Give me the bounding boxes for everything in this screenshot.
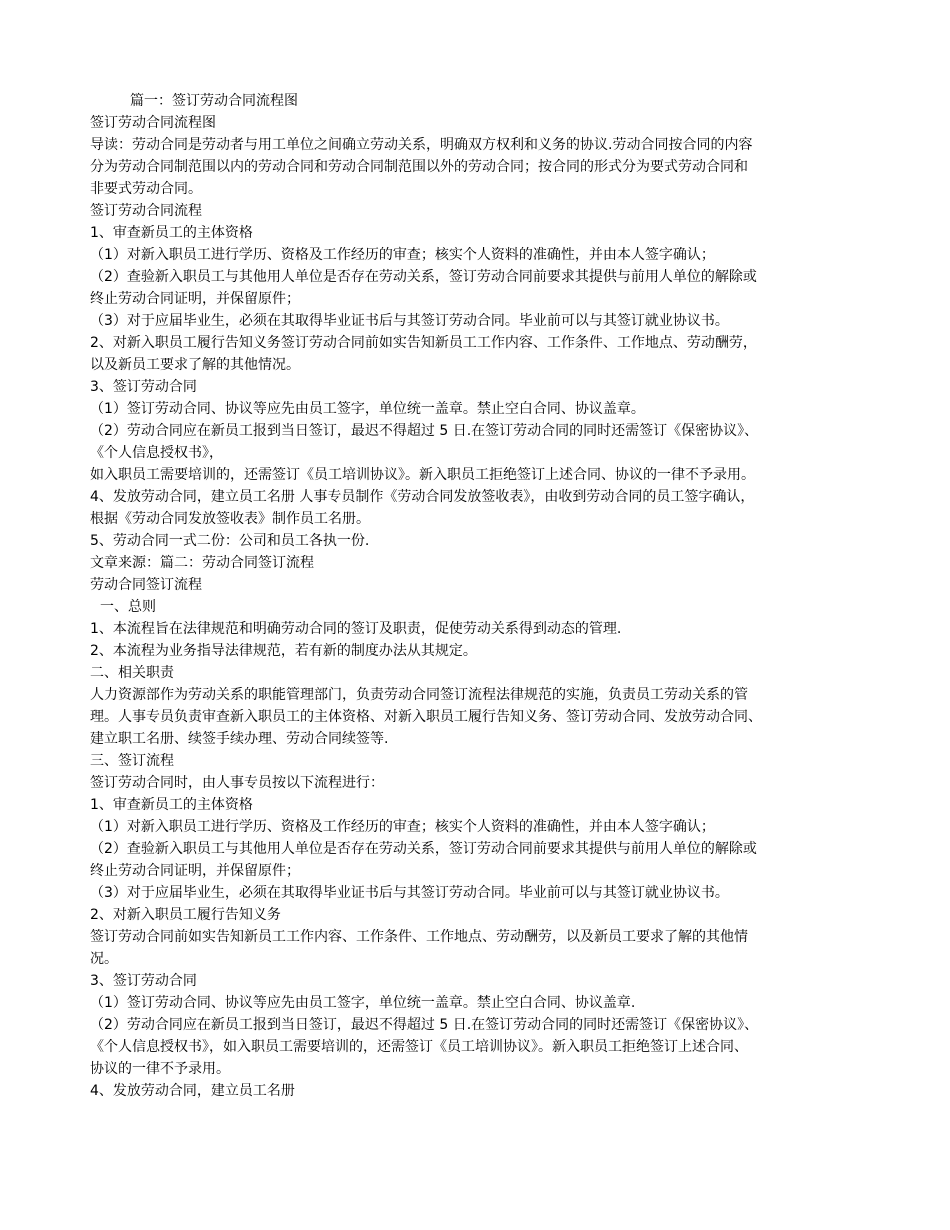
paragraph-line: 协议的一律不予录用。: [90, 1061, 230, 1077]
list-item: 3、签订劳动合同: [90, 973, 197, 989]
list-item: （2）劳动合同应在新员工报到当日签订，最迟不得超过 5 日.在签订劳动合同的同时还需签订《保密协议》、: [90, 423, 759, 439]
section-heading: 二、相关职责: [90, 665, 174, 681]
list-item: 2、对新入职员工履行告知义务签订劳动合同前如实告知新员工工作内容、工作条件、工作地点、劳动酬劳，: [90, 335, 757, 351]
list-item: 1、审查新员工的主体资格: [90, 797, 253, 813]
list-item: （1）签订劳动合同、协议等应先由员工签字，单位统一盖章。禁止空白合同、协议盖章。: [90, 401, 645, 417]
paragraph-line: 《个人信息授权书》，如入职员工需要培训的，还需签订《员工培训协议》。新入职员工拒绝签订上述合同、: [90, 1039, 748, 1055]
paragraph-line: 如入职员工需要培训的，还需签订《员工培训协议》。新入职员工拒绝签订上述合同、协议的一律不予录用。: [90, 467, 755, 483]
section-heading: 劳动合同签订流程: [90, 577, 202, 593]
list-item: （1）签订劳动合同、协议等应先由员工签字，单位统一盖章。禁止空白合同、协议盖章.: [90, 995, 636, 1011]
paragraph-line: 以及新员工要求了解的其他情况。: [90, 357, 300, 373]
section-heading: 签订劳动合同流程: [90, 203, 202, 219]
paragraph-line: 况。: [90, 951, 118, 967]
list-item: （2）查验新入职员工与其他用人单位是否存在劳动关系，签订劳动合同前要求其提供与前用人单位的解除或: [90, 841, 757, 857]
section-heading: 一、总则: [100, 599, 156, 615]
paragraph-line: 分为劳动合同制范围以内的劳动合同和劳动合同制范围以外的劳动合同；按合同的形式分为要式劳动合同和: [90, 159, 748, 175]
paragraph-line: 建立职工名册、续签手续办理、劳动合同续签等.: [90, 731, 389, 747]
list-item: 3、签订劳动合同: [90, 379, 197, 395]
paragraph-line: 非要式劳动合同。: [90, 181, 202, 197]
list-item: （3）对于应届毕业生，必须在其取得毕业证书后与其签订劳动合同。毕业前可以与其签订就业协议书。: [90, 313, 729, 329]
list-item: 1、审查新员工的主体资格: [90, 225, 253, 241]
section-heading: 签订劳动合同流程图: [90, 115, 216, 131]
list-item: 4、发放劳动合同，建立员工名册: [90, 1083, 295, 1099]
document-title: 篇一：签订劳动合同流程图: [130, 93, 298, 109]
paragraph-line: 根据《劳动合同发放签收表》制作员工名册。: [90, 511, 370, 527]
list-item: 5、劳动合同一式二份：公司和员工各执一份.: [90, 533, 370, 549]
source-line: 文章来源：篇二：劳动合同签订流程: [90, 555, 314, 571]
paragraph-line: 签订劳动合同前如实告知新员工工作内容、工作条件、工作地点、劳动酬劳，以及新员工要求了解的其他情: [90, 929, 748, 945]
list-item: （1）对新入职员工进行学历、资格及工作经历的审查；核实个人资料的准确性，并由本人签字确认；: [90, 247, 715, 263]
paragraph-line: 理。人事专员负责审查新入职员工的主体资格、对新入职员工履行告知义务、签订劳动合同、发放劳动合同、: [90, 709, 762, 725]
paragraph-line: 人力资源部作为劳动关系的职能管理部门，负责劳动合同签订流程法律规范的实施，负责员工劳动关系的管: [90, 687, 748, 703]
paragraph-line: 签订劳动合同时，由人事专员按以下流程进行：: [90, 775, 384, 791]
paragraph-line: 终止劳动合同证明，并保留原件；: [90, 291, 300, 307]
list-item: 4、发放劳动合同，建立员工名册 人事专员制作《劳动合同发放签收表》，由收到劳动合同的员工签字确认，: [90, 489, 755, 505]
section-heading: 三、签订流程: [90, 753, 174, 769]
list-item: （3）对于应届毕业生，必须在其取得毕业证书后与其签订劳动合同。毕业前可以与其签订就业协议书。: [90, 885, 729, 901]
paragraph-line: 《个人信息授权书》，: [90, 445, 223, 461]
paragraph-line: 终止劳动合同证明，并保留原件；: [90, 863, 300, 879]
list-item: 2、本流程为业务指导法律规范，若有新的制度办法从其规定。: [90, 643, 477, 659]
list-item: （2）劳动合同应在新员工报到当日签订，最迟不得超过 5 日.在签订劳动合同的同时还需签订《保密协议》、: [90, 1017, 759, 1033]
paragraph-line: 导读：劳动合同是劳动者与用工单位之间确立劳动关系，明确双方权利和义务的协议.劳动合同按合同的内容: [90, 137, 753, 153]
list-item: （2）查验新入职员工与其他用人单位是否存在劳动关系，签订劳动合同前要求其提供与前用人单位的解除或: [90, 269, 757, 285]
list-item: 2、对新入职员工履行告知义务: [90, 907, 281, 923]
list-item: 1、本流程旨在法律规范和明确劳动合同的签订及职责，促使劳动关系得到动态的管理.: [90, 621, 622, 637]
document-body: [90, 90, 865, 1102]
list-item: （1）对新入职员工进行学历、资格及工作经历的审查；核实个人资料的准确性，并由本人签字确认；: [90, 819, 715, 835]
